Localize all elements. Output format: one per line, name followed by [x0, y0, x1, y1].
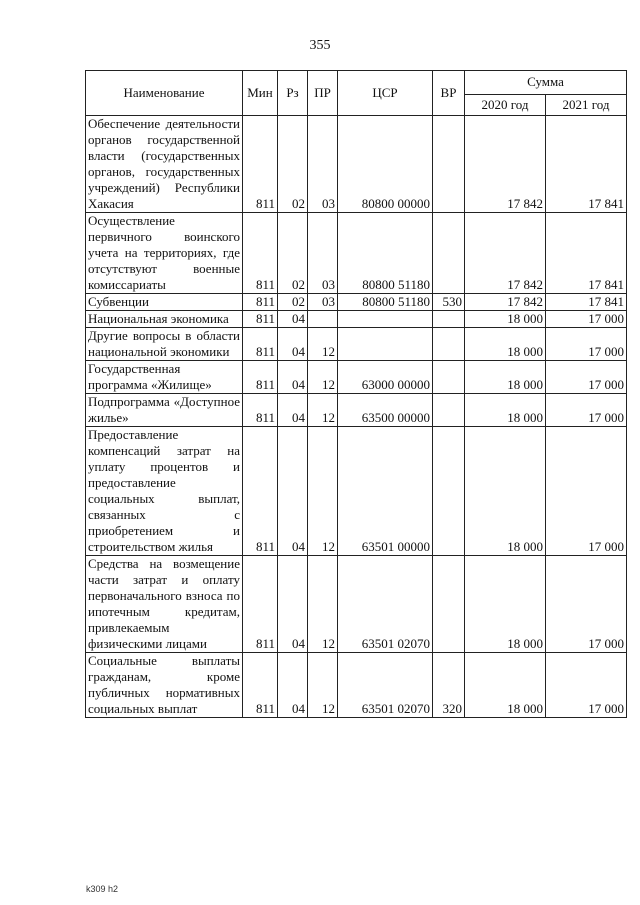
row-rz: 02 — [278, 116, 308, 213]
row-csr: 63000 00000 — [338, 361, 433, 394]
row-min: 811 — [243, 311, 278, 328]
row-name: Подпрограмма «Доступное жилье» — [86, 394, 243, 427]
row-2021: 17 000 — [546, 427, 627, 556]
row-rz: 04 — [278, 328, 308, 361]
row-min: 811 — [243, 556, 278, 653]
row-name: Социальные выплаты гражданам, кроме публичных нормативных социальных выплат — [86, 653, 243, 718]
row-2021: 17 000 — [546, 556, 627, 653]
row-2020: 17 842 — [465, 116, 546, 213]
header-2021: 2021 год — [546, 94, 627, 115]
row-name: Национальная экономика — [86, 311, 243, 328]
row-min: 811 — [243, 213, 278, 294]
row-csr — [338, 328, 433, 361]
table-row — [86, 653, 627, 718]
row-csr: 63500 00000 — [338, 394, 433, 427]
header-csr: ЦСР — [338, 71, 433, 116]
row-2020: 18 000 — [465, 394, 546, 427]
row-vr — [433, 556, 465, 653]
row-2020: 18 000 — [465, 328, 546, 361]
row-vr — [433, 116, 465, 213]
row-csr: 63501 02070 — [338, 653, 433, 718]
row-csr: 80800 00000 — [338, 116, 433, 213]
row-pr: 12 — [308, 361, 338, 394]
row-pr: 03 — [308, 213, 338, 294]
row-pr: 12 — [308, 556, 338, 653]
row-csr: 80800 51180 — [338, 294, 433, 311]
header-sum: Сумма — [465, 71, 627, 95]
row-min: 811 — [243, 116, 278, 213]
row-2021: 17 000 — [546, 328, 627, 361]
row-2020: 18 000 — [465, 653, 546, 718]
row-2020: 17 842 — [465, 294, 546, 311]
row-2021: 17 000 — [546, 394, 627, 427]
row-rz: 04 — [278, 311, 308, 328]
row-min: 811 — [243, 653, 278, 718]
row-2021: 17 000 — [546, 361, 627, 394]
row-csr — [338, 311, 433, 328]
row-2020: 18 000 — [465, 427, 546, 556]
header-name: Наименование — [86, 71, 243, 116]
table-row — [86, 394, 627, 427]
row-pr: 03 — [308, 116, 338, 213]
row-vr — [433, 361, 465, 394]
row-rz: 04 — [278, 653, 308, 718]
row-rz: 02 — [278, 213, 308, 294]
table-row — [86, 294, 627, 311]
row-name: Средства на возмещение части затрат и оплату первоначального взноса по ипотечным кредитам, привлекаемым физическими лицами — [86, 556, 243, 653]
row-rz: 04 — [278, 361, 308, 394]
row-name: Осуществление первичного воинского учета на территориях, где отсутствуют военные комиссариаты — [86, 213, 243, 294]
table-row — [86, 311, 627, 328]
row-2021: 17 000 — [546, 653, 627, 718]
row-pr: 12 — [308, 427, 338, 556]
row-pr: 03 — [308, 294, 338, 311]
row-pr — [308, 311, 338, 328]
row-vr — [433, 394, 465, 427]
row-name: Государственная программа «Жилище» — [86, 361, 243, 394]
row-2020: 18 000 — [465, 556, 546, 653]
row-2020: 18 000 — [465, 361, 546, 394]
row-rz: 04 — [278, 394, 308, 427]
header-pr: ПР — [308, 71, 338, 116]
row-2021: 17 841 — [546, 213, 627, 294]
page-number: 355 — [309, 38, 331, 53]
header-vr: ВР — [433, 71, 465, 116]
header-rz: Рз — [278, 71, 308, 116]
row-min: 811 — [243, 294, 278, 311]
footer-code: k309 h2 — [86, 884, 119, 894]
row-rz: 04 — [278, 556, 308, 653]
row-vr: 530 — [433, 294, 465, 311]
row-rz: 02 — [278, 294, 308, 311]
row-name: Субвенции — [86, 294, 243, 311]
table-row — [86, 361, 627, 394]
row-2021: 17 841 — [546, 294, 627, 311]
row-2020: 17 842 — [465, 213, 546, 294]
row-2021: 17 000 — [546, 311, 627, 328]
row-2020: 18 000 — [465, 311, 546, 328]
row-csr: 80800 51180 — [338, 213, 433, 294]
row-min: 811 — [243, 361, 278, 394]
row-min: 811 — [243, 328, 278, 361]
row-name: Предоставление компенсаций затрат на уплату процентов и предоставление социальных выплат, связанных с приобретением и строительством жилья — [86, 427, 243, 556]
header-min: Мин — [243, 71, 278, 116]
row-2021: 17 841 — [546, 116, 627, 213]
row-vr — [433, 311, 465, 328]
row-csr: 63501 00000 — [338, 427, 433, 556]
budget-table — [85, 70, 627, 718]
header-2020: 2020 год — [465, 94, 546, 115]
row-vr — [433, 328, 465, 361]
table-row — [86, 213, 627, 294]
row-name: Обеспечение деятельности органов государственной власти (государственных органов, государственных учреждений) Республики Хакасия — [86, 116, 243, 213]
table-row — [86, 328, 627, 361]
table-row — [86, 556, 627, 653]
row-rz: 04 — [278, 427, 308, 556]
row-pr: 12 — [308, 328, 338, 361]
row-csr: 63501 02070 — [338, 556, 433, 653]
row-vr: 320 — [433, 653, 465, 718]
row-pr: 12 — [308, 653, 338, 718]
row-vr — [433, 213, 465, 294]
row-name: Другие вопросы в области национальной экономики — [86, 328, 243, 361]
table-row — [86, 427, 627, 556]
row-pr: 12 — [308, 394, 338, 427]
table-row — [86, 116, 627, 213]
row-min: 811 — [243, 394, 278, 427]
row-min: 811 — [243, 427, 278, 556]
row-vr — [433, 427, 465, 556]
